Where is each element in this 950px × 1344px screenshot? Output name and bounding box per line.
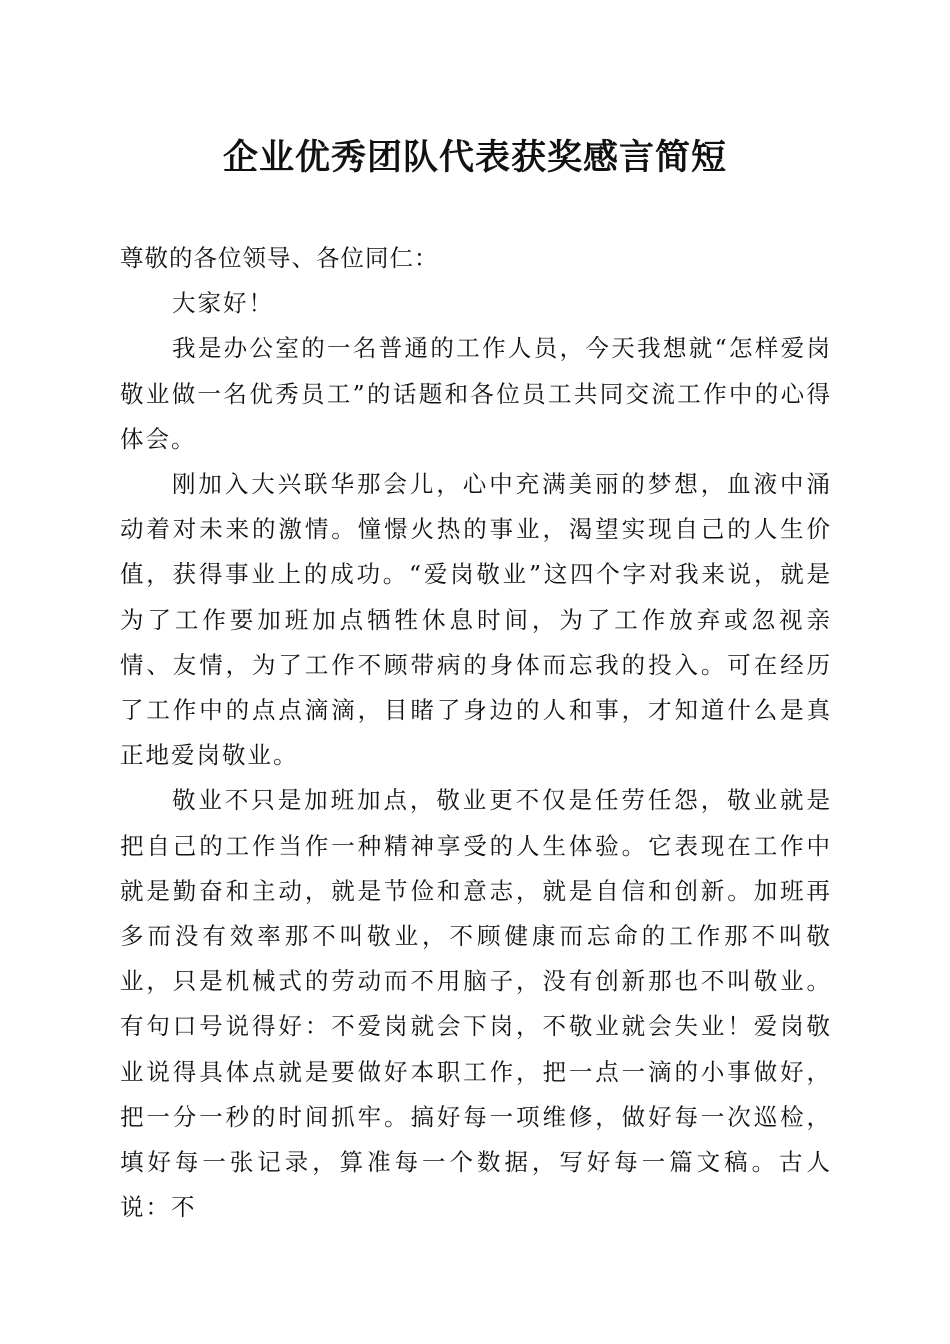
greeting: 大家好！ — [172, 289, 274, 318]
paragraph: 刚加入大兴联华那会儿，心中充满美丽的梦想，血液中涌动着对未来的激情。憧憬火热的事业，渴望实现自己的人生价值，获得事业上的成功。“爱岗敬业”这四个字对我来说，就是为了工作要加班加点牺牲休息时间，为了工作放弃或忽视亲情、友情，为了工作不顾带病的身体而忘我的投入。可在经历了工作中的点点滴滴，目睹了身边的人和事，才知道什么是真正地爱岗敬业。 — [120, 470, 832, 770]
document-body — [120, 236, 832, 1230]
salutation: 尊敬的各位领导、各位同仁： — [120, 244, 439, 272]
document-title: 企业优秀团队代表获奖感言简短 — [222, 137, 727, 178]
paragraph: 我是办公室的一名普通的工作人员，今天我想就“怎样爱岗敬业做一名优秀员工”的话题和各位员工共同交流工作中的心得体会。 — [120, 334, 832, 453]
paragraph: 敬业不只是加班加点，敬业更不仅是任劳任怨，敬业就是把自己的工作当作一种精神享受的人生体验。它表现在工作中就是勤奋和主动，就是节俭和意志，就是自信和创新。加班再多而没有效率那不叫敬业，不顾健康而忘命的工作那不叫敬业，只是机械式的劳动而不用脑子，没有创新那也不叫敬业。有句口号说得好：不爱岗就会下岗，不敬业就会失业！爱岗敬业说得具体点就是要做好本职工作，把一点一滴的小事做好，把一分一秒的时间抓牢。搞好每一项维修，做好每一次巡检，填好每一张记录，算准每一个数据，写好每一篇文稿。古人说：不 — [120, 786, 832, 1222]
